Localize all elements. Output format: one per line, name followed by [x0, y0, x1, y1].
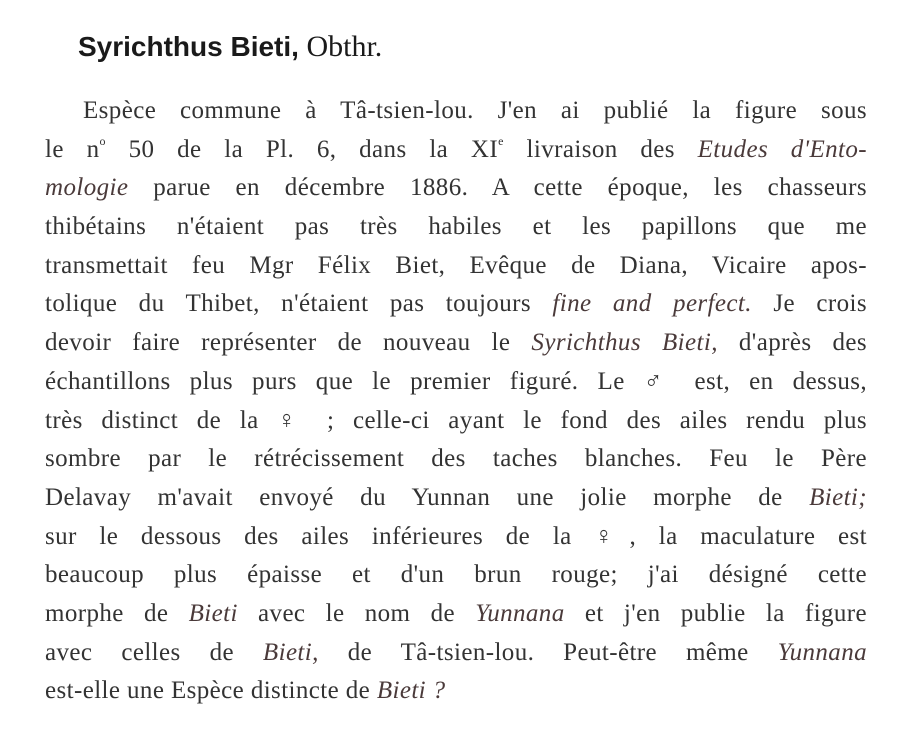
text-run: tolique du Thibet, n'étaient pas toujours	[45, 290, 553, 318]
italic-phrase: fine and perfect.	[552, 290, 752, 318]
text-line: beaucoup plus épaisse et d'un brun rouge; j'ai désigné cette	[45, 561, 867, 589]
text-line	[45, 672, 867, 711]
text-run: parue en décembre 1886. A cette époque, les chasseurs	[128, 174, 867, 202]
text-run: Delavay m'avait envoyé du Yunnan une jolie morphe de	[45, 483, 810, 511]
text-line	[45, 131, 867, 170]
superscript: o	[99, 133, 106, 148]
text-line	[45, 479, 867, 518]
italic-species: Bieti,	[262, 638, 319, 666]
text-run: morphe de	[45, 599, 189, 627]
species-heading	[78, 30, 382, 64]
text-line	[45, 595, 867, 634]
text-line	[45, 169, 867, 208]
text-run: le n	[45, 135, 100, 163]
italic-species: Bieti	[188, 599, 238, 627]
italic-species: Yunnana	[777, 638, 868, 666]
text-run: devoir faire représenter de nouveau le	[45, 329, 532, 357]
text-line: transmettait feu Mgr Félix Biet, Evêque de Diana, Vicaire apos-	[45, 251, 867, 279]
italic-title: mologie	[45, 174, 129, 202]
text-run: avec celles de	[45, 638, 263, 666]
species-name: Syrichthus Bieti,	[78, 31, 299, 62]
text-run: d'après des	[717, 329, 867, 357]
text-line: thibétains n'étaient pas très habiles et les papillons que me	[45, 213, 867, 241]
species-description	[45, 92, 867, 711]
text-line: sur le dessous des ailes inférieures de la ♀, la maculature est	[45, 522, 867, 550]
text-run: est-elle une Espèce distincte de	[45, 677, 377, 705]
text-run: et j'en publie la figure	[564, 599, 868, 627]
text-run: avec le nom de	[237, 599, 476, 627]
italic-species: Syrichthus Bieti,	[531, 329, 718, 357]
text-run: livraison des	[503, 135, 698, 163]
italic-title: Etudes d'Ento-	[697, 135, 867, 163]
italic-species: Bieti;	[809, 483, 867, 511]
italic-species: Bieti ?	[376, 677, 446, 705]
text-line	[45, 324, 867, 363]
text-line: sombre par le rétrécissement des taches blanches. Feu le Père	[45, 445, 867, 473]
text-line: très distinct de la ♀ ; celle-ci ayant le fond des ailes rendu plus	[45, 406, 867, 434]
text-run: 50 de la Pl. 6, dans la XI	[105, 135, 499, 163]
italic-species: Yunnana	[475, 599, 565, 627]
text-run: Je crois	[751, 290, 867, 318]
species-author: Obthr.	[306, 30, 383, 63]
text-line: Espèce commune à Tâ-tsien-lou. J'en ai publié la figure sous	[83, 97, 867, 124]
text-line	[45, 285, 867, 324]
superscript: e	[498, 133, 504, 148]
text-line	[45, 634, 867, 673]
text-run: de Tâ-tsien-lou. Peut-être même	[318, 638, 778, 666]
text-line: échantillons plus purs que le premier figuré. Le ♂ est, en dessus,	[45, 367, 867, 395]
